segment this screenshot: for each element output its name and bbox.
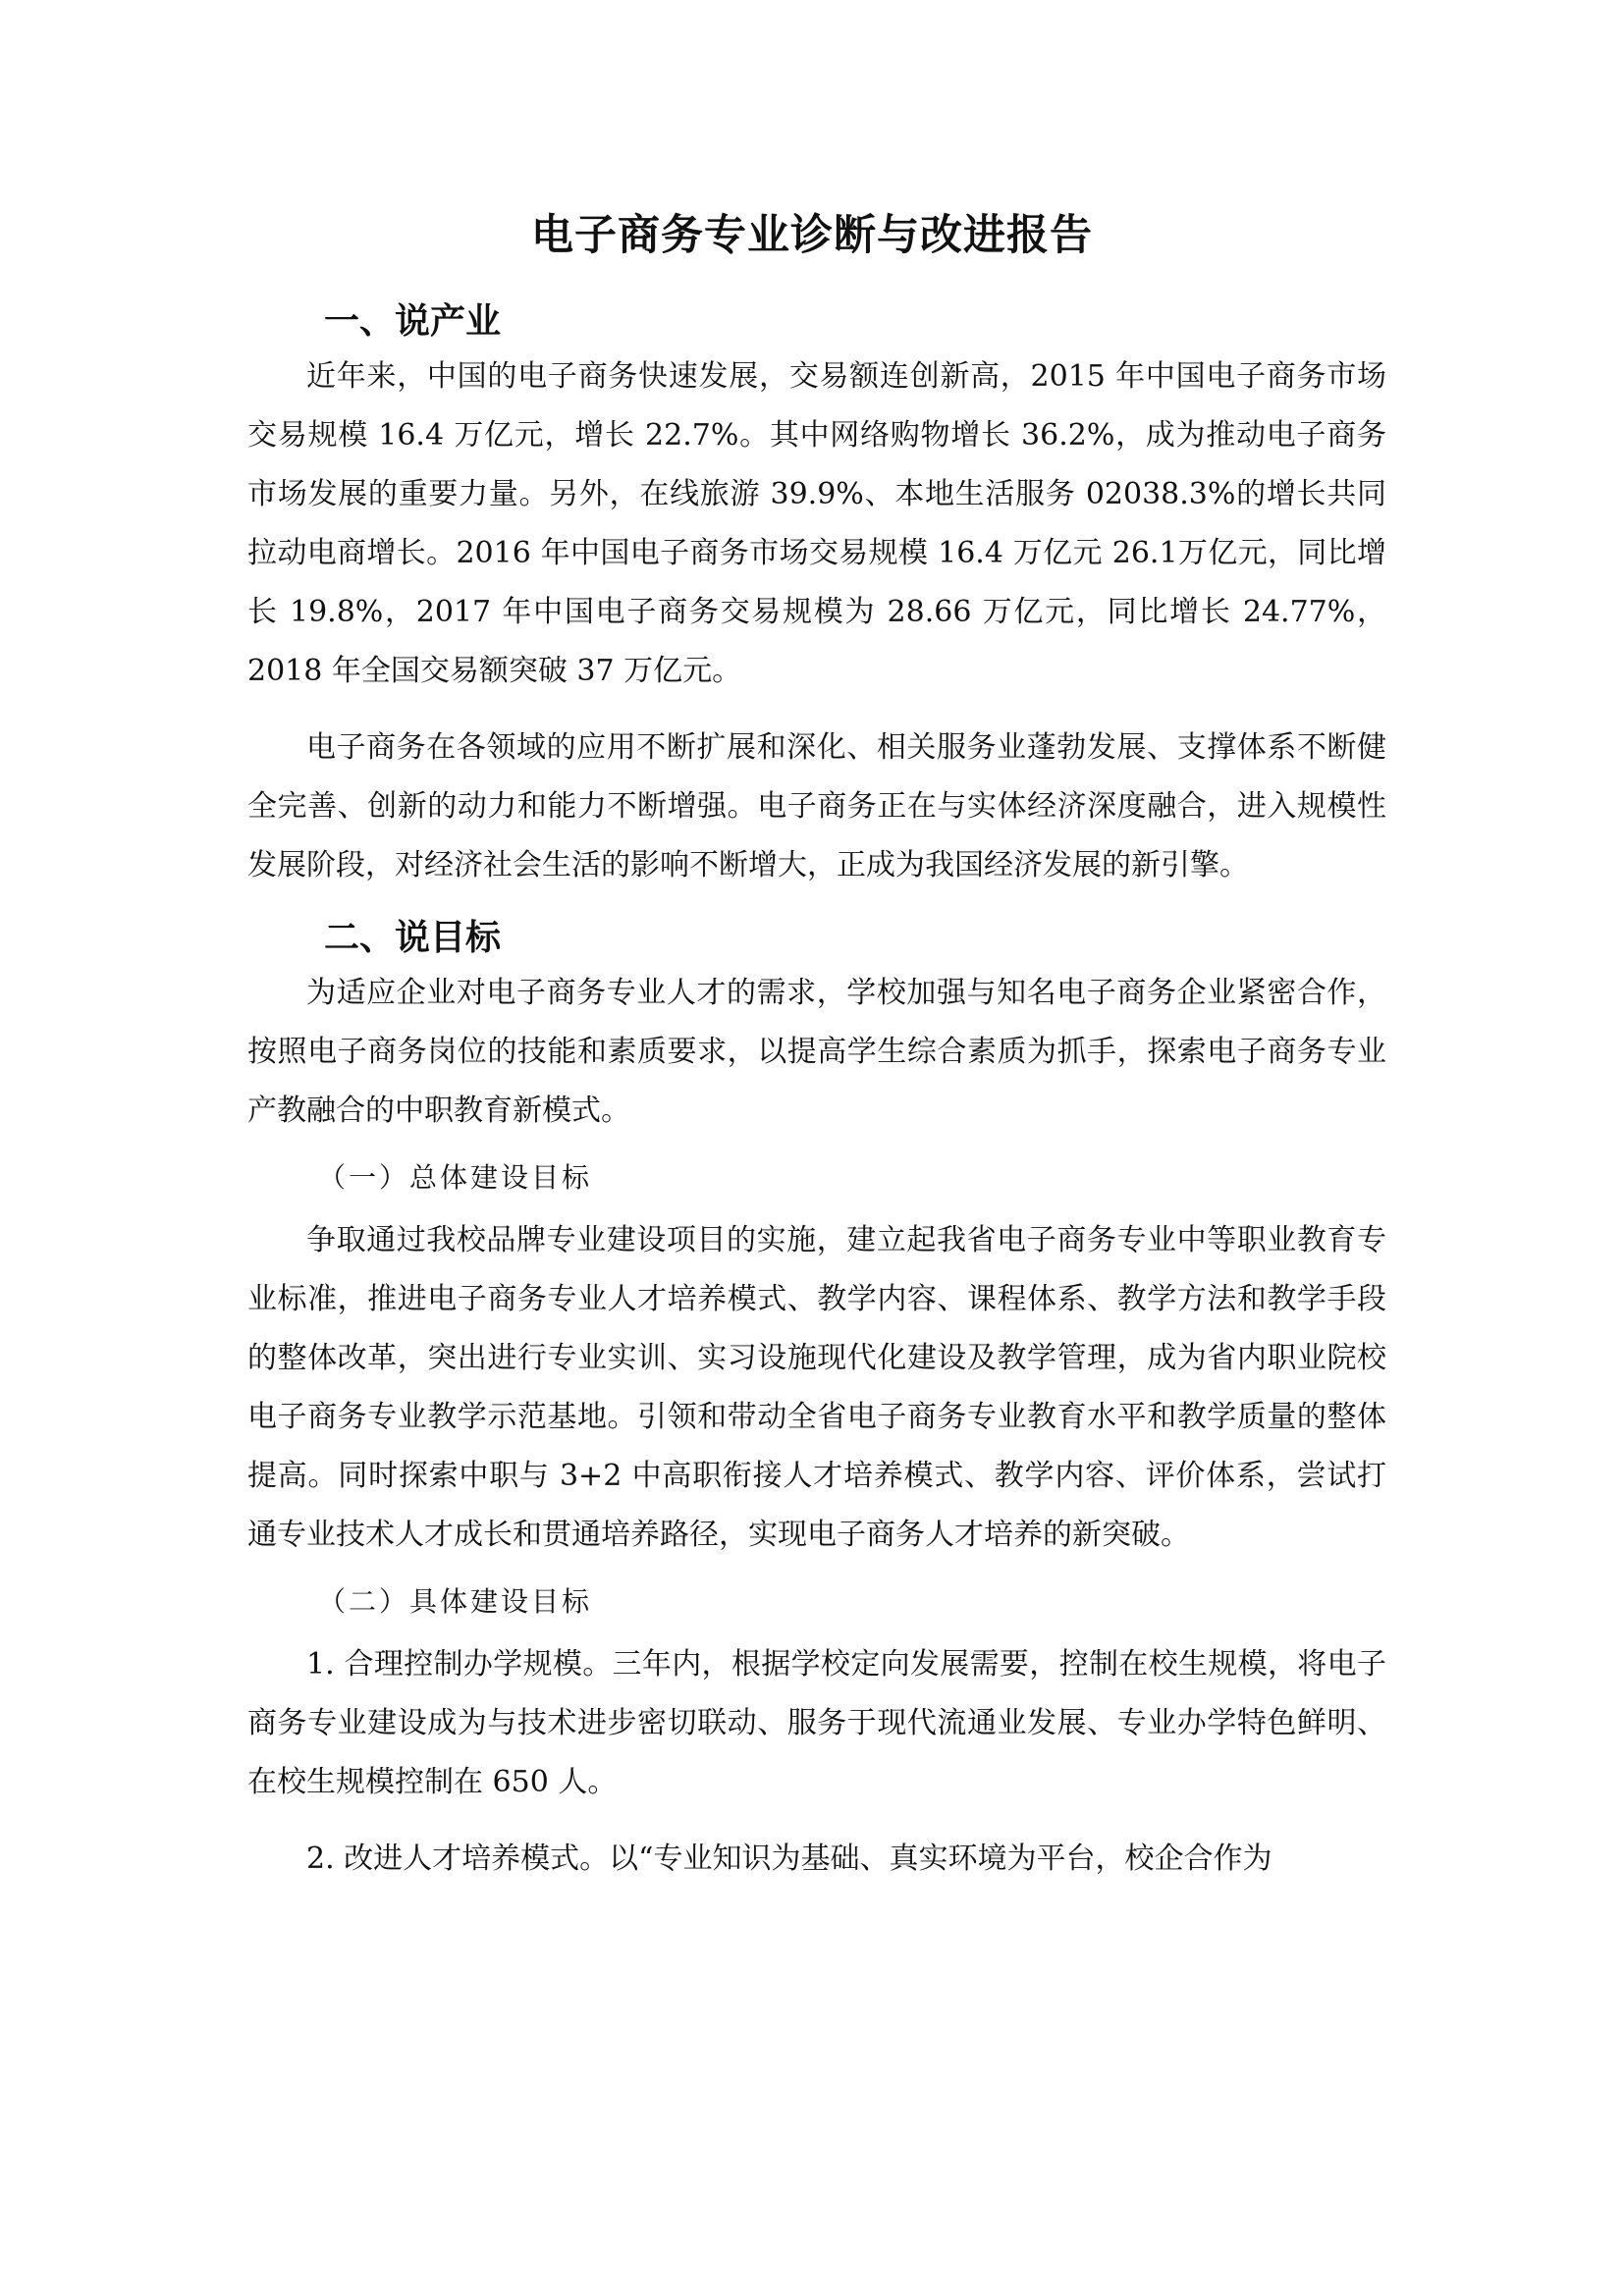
paragraph-industry-outlook: 电子商务在各领域的应用不断扩展和深化、相关服务业蓬勃发展、支撑体系不断健全完善、创新的动力和能力不断增强。电子商务正在与实体经济深度融合，进入规模性发展阶段，对经济社会生活的影响不断增大，正成为我国经济发展的新引擎。 (247, 730, 1386, 882)
list-item-training-model: 2. 改进人才培养模式。以“专业知识为基础、真实环境为平台，校企合作为 (306, 1842, 1272, 1876)
paragraph-goals-intro: 为适应企业对电子商务专业人才的需求，学校加强与知名电子商务企业紧密合作，按照电子商务岗位的技能和素质要求，以提高学生综合素质为抓手，探索电子商务专业产教融合的中职教育新模式。 (247, 976, 1386, 1128)
list-item-scale-control: 1. 合理控制办学规模。三年内，根据学校定向发展需要，控制在校生规模，将电子商务专业建设成为与技术进步密切联动、服务于现代流通业发展、专业办学特色鲜明、在校生规模控制在 650 人。 (247, 1647, 1386, 1799)
paragraph-industry-growth: 近年来，中国的电子商务快速发展，交易额连创新高，2015 年中国电子商务市场交易规模 16.4 万亿元，增长 22.7%。其中网络购物增长 36.2%，成为推动电子商务市场发展的重要力量。另外，在线旅游 39.9%、本地生活服务 02038.3%的增长共同拉动电商增长。2016 年中国电子商务市场交易规模 16.4 万亿元 26.1万亿元，同比增长 19.8%，2017 年中国电子商务交易规模为 28.66 万亿元，同比增长 24.77%，2018 年全国交易额突破 37 万亿元。 (247, 359, 1386, 688)
subheading-overall-goals: （一）总体建设目标 (318, 1161, 593, 1194)
section-heading-industry: 一、说产业 (324, 301, 502, 342)
section-heading-goals: 二、说目标 (324, 918, 502, 958)
paragraph-overall-goals: 争取通过我校品牌专业建设项目的实施，建立起我省电子商务专业中等职业教育专业标准，推进电子商务专业人才培养模式、教学内容、课程体系、教学方法和教学手段的整体改革，突出进行专业实训、实习设施现代化建设及教学管理，成为省内职业院校电子商务专业教学示范基地。引领和带动全省电子商务专业教育水平和教学质量的整体提高。同时探索中职与 3+2 中高职衔接人才培养模式、教学内容、评价体系，尝试打通专业技术人才成长和贯通培养路径，实现电子商务人才培养的新突破。 (247, 1223, 1386, 1552)
subheading-specific-goals: （二）具体建设目标 (318, 1585, 593, 1618)
document-title: 电子商务专业诊断与改进报告 (531, 211, 1093, 260)
document-body (247, 296, 1386, 1889)
